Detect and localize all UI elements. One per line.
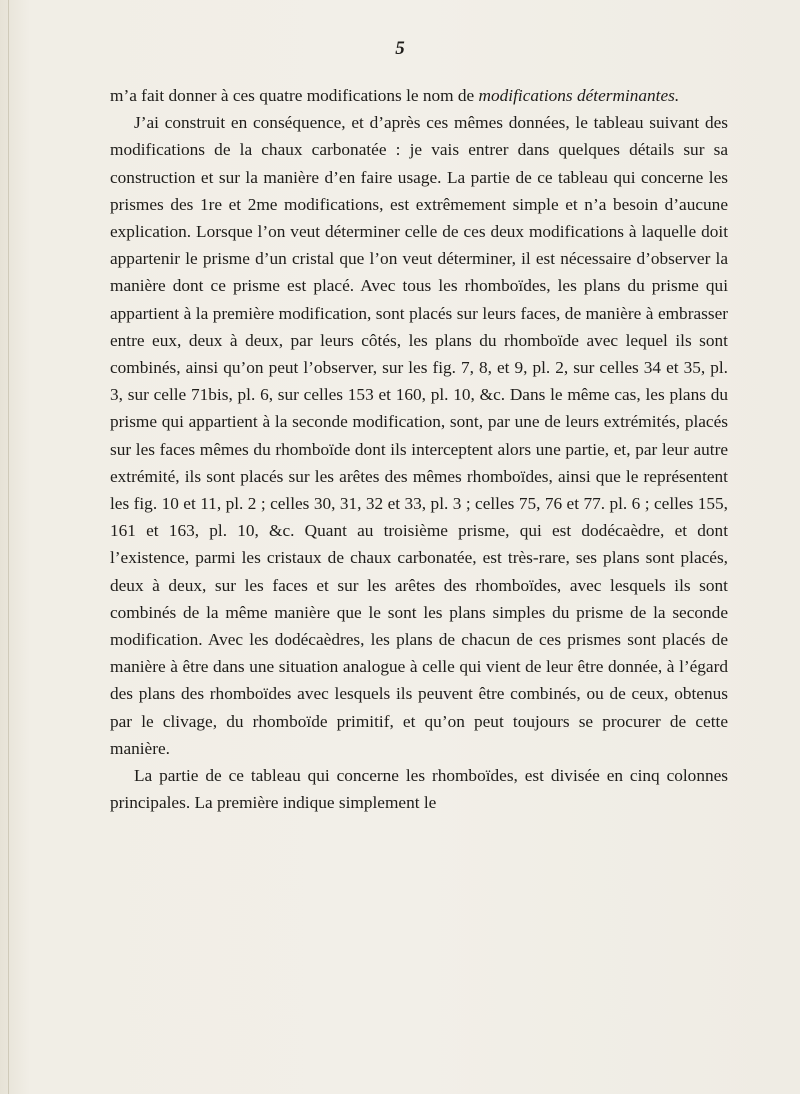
paragraph-1-text: m’a fait donner à ces quatre modifications le nom de	[110, 86, 479, 105]
page-edge-line	[8, 0, 9, 1094]
text-body	[110, 82, 728, 816]
paragraph-2: J’ai construit en conséquence, et d’après ces mêmes données, le tableau suivant des modifications de la chaux carbonatée : je vais entrer dans quelques détails sur sa construction et sur la manière d’en faire usage. La partie de ce tableau qui concerne les prismes des 1re et 2me modifications, est extrêmement simple et n’a besoin d’aucune explication. Lorsque l’on veut déterminer celle de ces deux modifications à laquelle doit appartenir le prisme d’un cristal que l’on veut déterminer, il est nécessaire d’observer la manière dont ce prisme est placé. Avec tous les rhomboïdes, les plans du prisme qui appartient à la première modification, sont placés sur leurs faces, de manière à embrasser entre eux, deux à deux, par leurs côtés, les plans du rhomboïde avec lequel ils sont combinés, ainsi qu’on peut l’observer, sur les fig. 7, 8, et 9, pl. 2, sur celles 34 et 35, pl. 3, sur celle 71bis, pl. 6, sur celles 153 et 160, pl. 10, &c. Dans le même cas, les plans du prisme qui appartient à la seconde modification, sont, par une de leurs extrémités, placés sur les faces mêmes du rhomboïde dont ils interceptent alors une partie, et, par leur autre extrémité, ils sont placés sur les arêtes des mêmes rhomboïdes, ainsi que le représentent les fig. 10 et 11, pl. 2 ; celles 30, 31, 32 et 33, pl. 3 ; celles 75, 76 et 77. pl. 6 ; celles 155, 161 et 163, pl. 10, &c. Quant au troisième prisme, qui est dodécaèdre, et dont l’existence, parmi les cristaux de chaux carbonatée, est très-rare, ses plans sont placés, deux à deux, sur les faces et sur les arêtes des rhomboïdes, avec lesquels ils sont combinés de la même manière que le sont les plans simples du prisme de la seconde modification. Avec les dodécaèdres, les plans de chacun de ces prismes sont placés de manière à être dans une situation analogue à celle qui vient de leur être donnée, à l’égard des plans des rhomboïdes avec lesquels ils peuvent être combinés, ou de ceux, obtenus par le clivage, du rhomboïde primitif, et qu’on peut toujours se procurer de cette manière.	[110, 113, 728, 758]
paragraph-continuation	[110, 82, 728, 109]
page-number: 5	[395, 38, 405, 59]
paragraph-3: La partie de ce tableau qui concerne les rhomboïdes, est divisée en cinq colonnes principales. La première indique simplement le	[110, 766, 728, 813]
italic-term: modifications déterminantes.	[478, 86, 680, 105]
